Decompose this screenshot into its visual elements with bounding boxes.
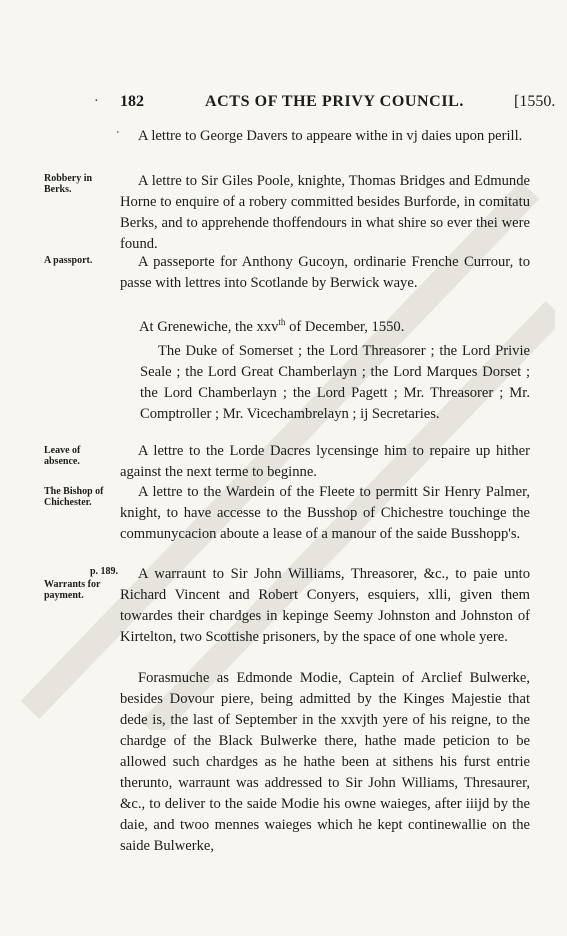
entry-dacres: A lettre to the Lorde Dacres lycensinge him to repaire up hither against the next terme to beginne. <box>120 443 530 480</box>
margin-dot: · <box>94 94 99 109</box>
entry-modie: Forasmuche as Edmonde Modie, Captein of Arclief Bulwerke, besides Dovour piere, being admitted by the Kinges Majestie that dede is, the last of September in the xxvjth yere of his reigne, to the chardge of the Black Bulwerke there, hathe made peticion to be allowed such chardges as he hathe been at sithens his furst entrie therunto, warraunt was addressed to Sir John Williams, Thresaurer, &c., to deliver to the saide Modie his owne waieges, after iiijd by the daie, and twoo mennes waieges which he kept continewallie on the saide Bulwerke, <box>120 670 530 854</box>
attendees-list: The Duke of Somerset ; the Lord Threasorer ; the Lord Privie Seale ; the Lord Great Chamberlayn ; the Lord Marques Dorset ; the Lord Chamberlayn ; the Lord Pagett ; Mr. Threasorer ; Mr. Comptroller ; Mr. Vicechambrelayn ; ij Secretaries. <box>140 343 530 422</box>
margin-note-bishop: The Bishop of Chichester. <box>44 486 104 508</box>
entry-fleete: A lettre to the Wardein of the Fleete to permitt Sir Henry Palmer, knight, to have accesse to the Busshop of Chichestre touchinge the communycacion aboute a lease of a manour of the saide Busshopp's. <box>120 484 530 542</box>
margin-note-robbery: Robbery in Berks. <box>44 173 93 195</box>
margin-note-passport: A passport. <box>44 255 93 266</box>
running-title: ACTS OF THE PRIVY COUNCIL. <box>205 93 465 110</box>
meeting-heading: At Grenewiche, the xxv$^{th}$ of December, 1550. <box>139 317 405 335</box>
entry-davers: A lettre to George Davers to appeare withe in vj daies upon perill. <box>138 128 523 144</box>
margin-tick: ' <box>117 130 119 141</box>
entry-williams: A warraunt to Sir John Williams, Threasorer, &c., to paie unto Richard Vincent and Robert Conyers, esquiers, xlli, given them towardes their chardges in kepinge Seemy Johnston and Johnston of Kirtelton, two Scottishe prisoners, by the space of one whole yere. <box>120 566 530 645</box>
entry-passport: A passeporte for Anthony Gucoyn, ordinarie Frenche Currour, to passe with lettres into Scotlande by Berwick waye. <box>120 254 530 291</box>
entry-poole: A lettre to Sir Giles Poole, knighte, Thomas Bridges and Edmunde Horne to enquire of a robery committed besides Burforde, in comitatu Berks, and to apprehende thoffendours in what shire so ever thei were found. <box>120 173 530 252</box>
margin-page-ref: p. 189. <box>89 566 118 577</box>
margin-note-warrants: Warrants for payment. <box>44 579 101 601</box>
margin-note-leave: Leave of absence. <box>44 445 81 467</box>
page-number: 182 <box>120 93 144 110</box>
header-year: [1550. <box>514 93 556 110</box>
